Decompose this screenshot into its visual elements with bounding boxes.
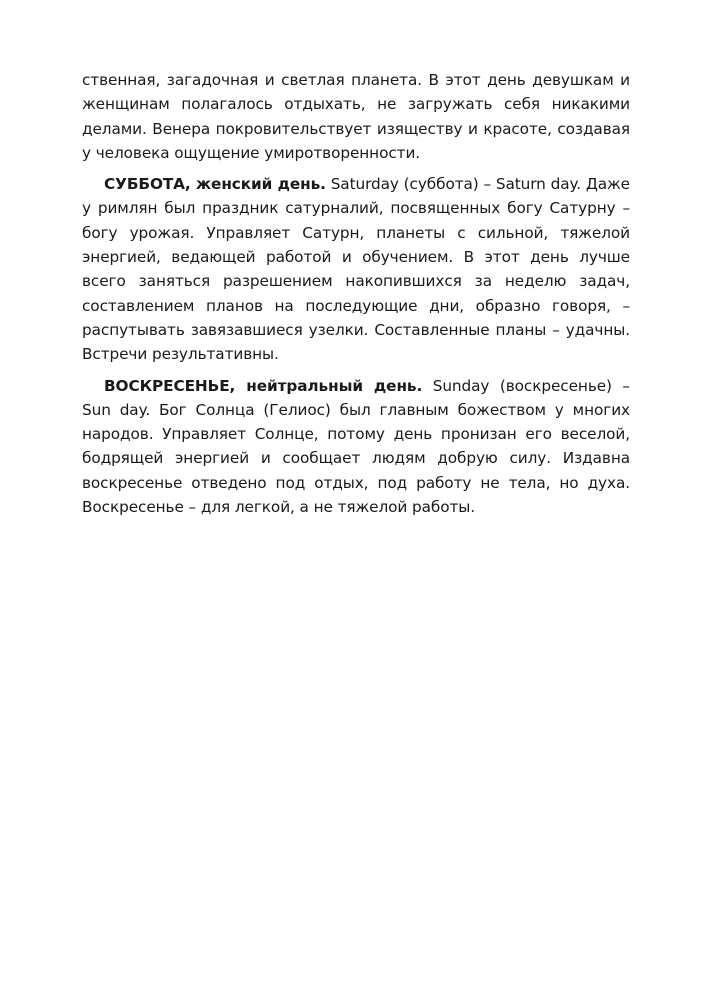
paragraph-venus xyxy=(82,68,630,165)
paragraph-sunday xyxy=(82,374,630,520)
paragraph-text: ственная, загадочная и светлая планета. В этот день девушкам и женщинам полагалось отдыхать, не загружать себя никакими делами. Венера покровительствует изяществу и красоте, создавая у человека ощущение умиротворенности. xyxy=(82,71,630,162)
paragraph-text: Sunday (воскресенье) – Sun day. Бог Солнца (Гелиос) был главным божеством у многих народов. Управляет Солнце, потому день пронизан его веселой, бодрящей энергией и сообщает людям добрую силу. Издавна воскресенье отведено под отдых, под работу не тела, но духа. Воскресенье – для легкой, а не тяжелой работы. xyxy=(82,376,630,517)
paragraph-term: ВОСКРЕСЕНЬЕ, нейтральный день. xyxy=(104,376,423,395)
paragraph-text: Saturday (суббота) – Saturn day. Даже у римлян был праздник сатурналий, посвященных богу Сатурну – богу урожая. Управляет Сатурн, планеты с сильной, тяжелой энергией, ведающей работой и обучением. В этот день лучше всего заняться разрешением накопившихся за неделю задач, составлением планов на последующие дни, образно говоря, – распутывать завязавшиеся узелки. Составленные планы – удачны. Встречи результативны. xyxy=(82,175,630,364)
paragraph-term: СУББОТА, женский день. xyxy=(104,175,326,194)
page-text xyxy=(82,68,630,526)
paragraph-saturday xyxy=(82,172,630,366)
